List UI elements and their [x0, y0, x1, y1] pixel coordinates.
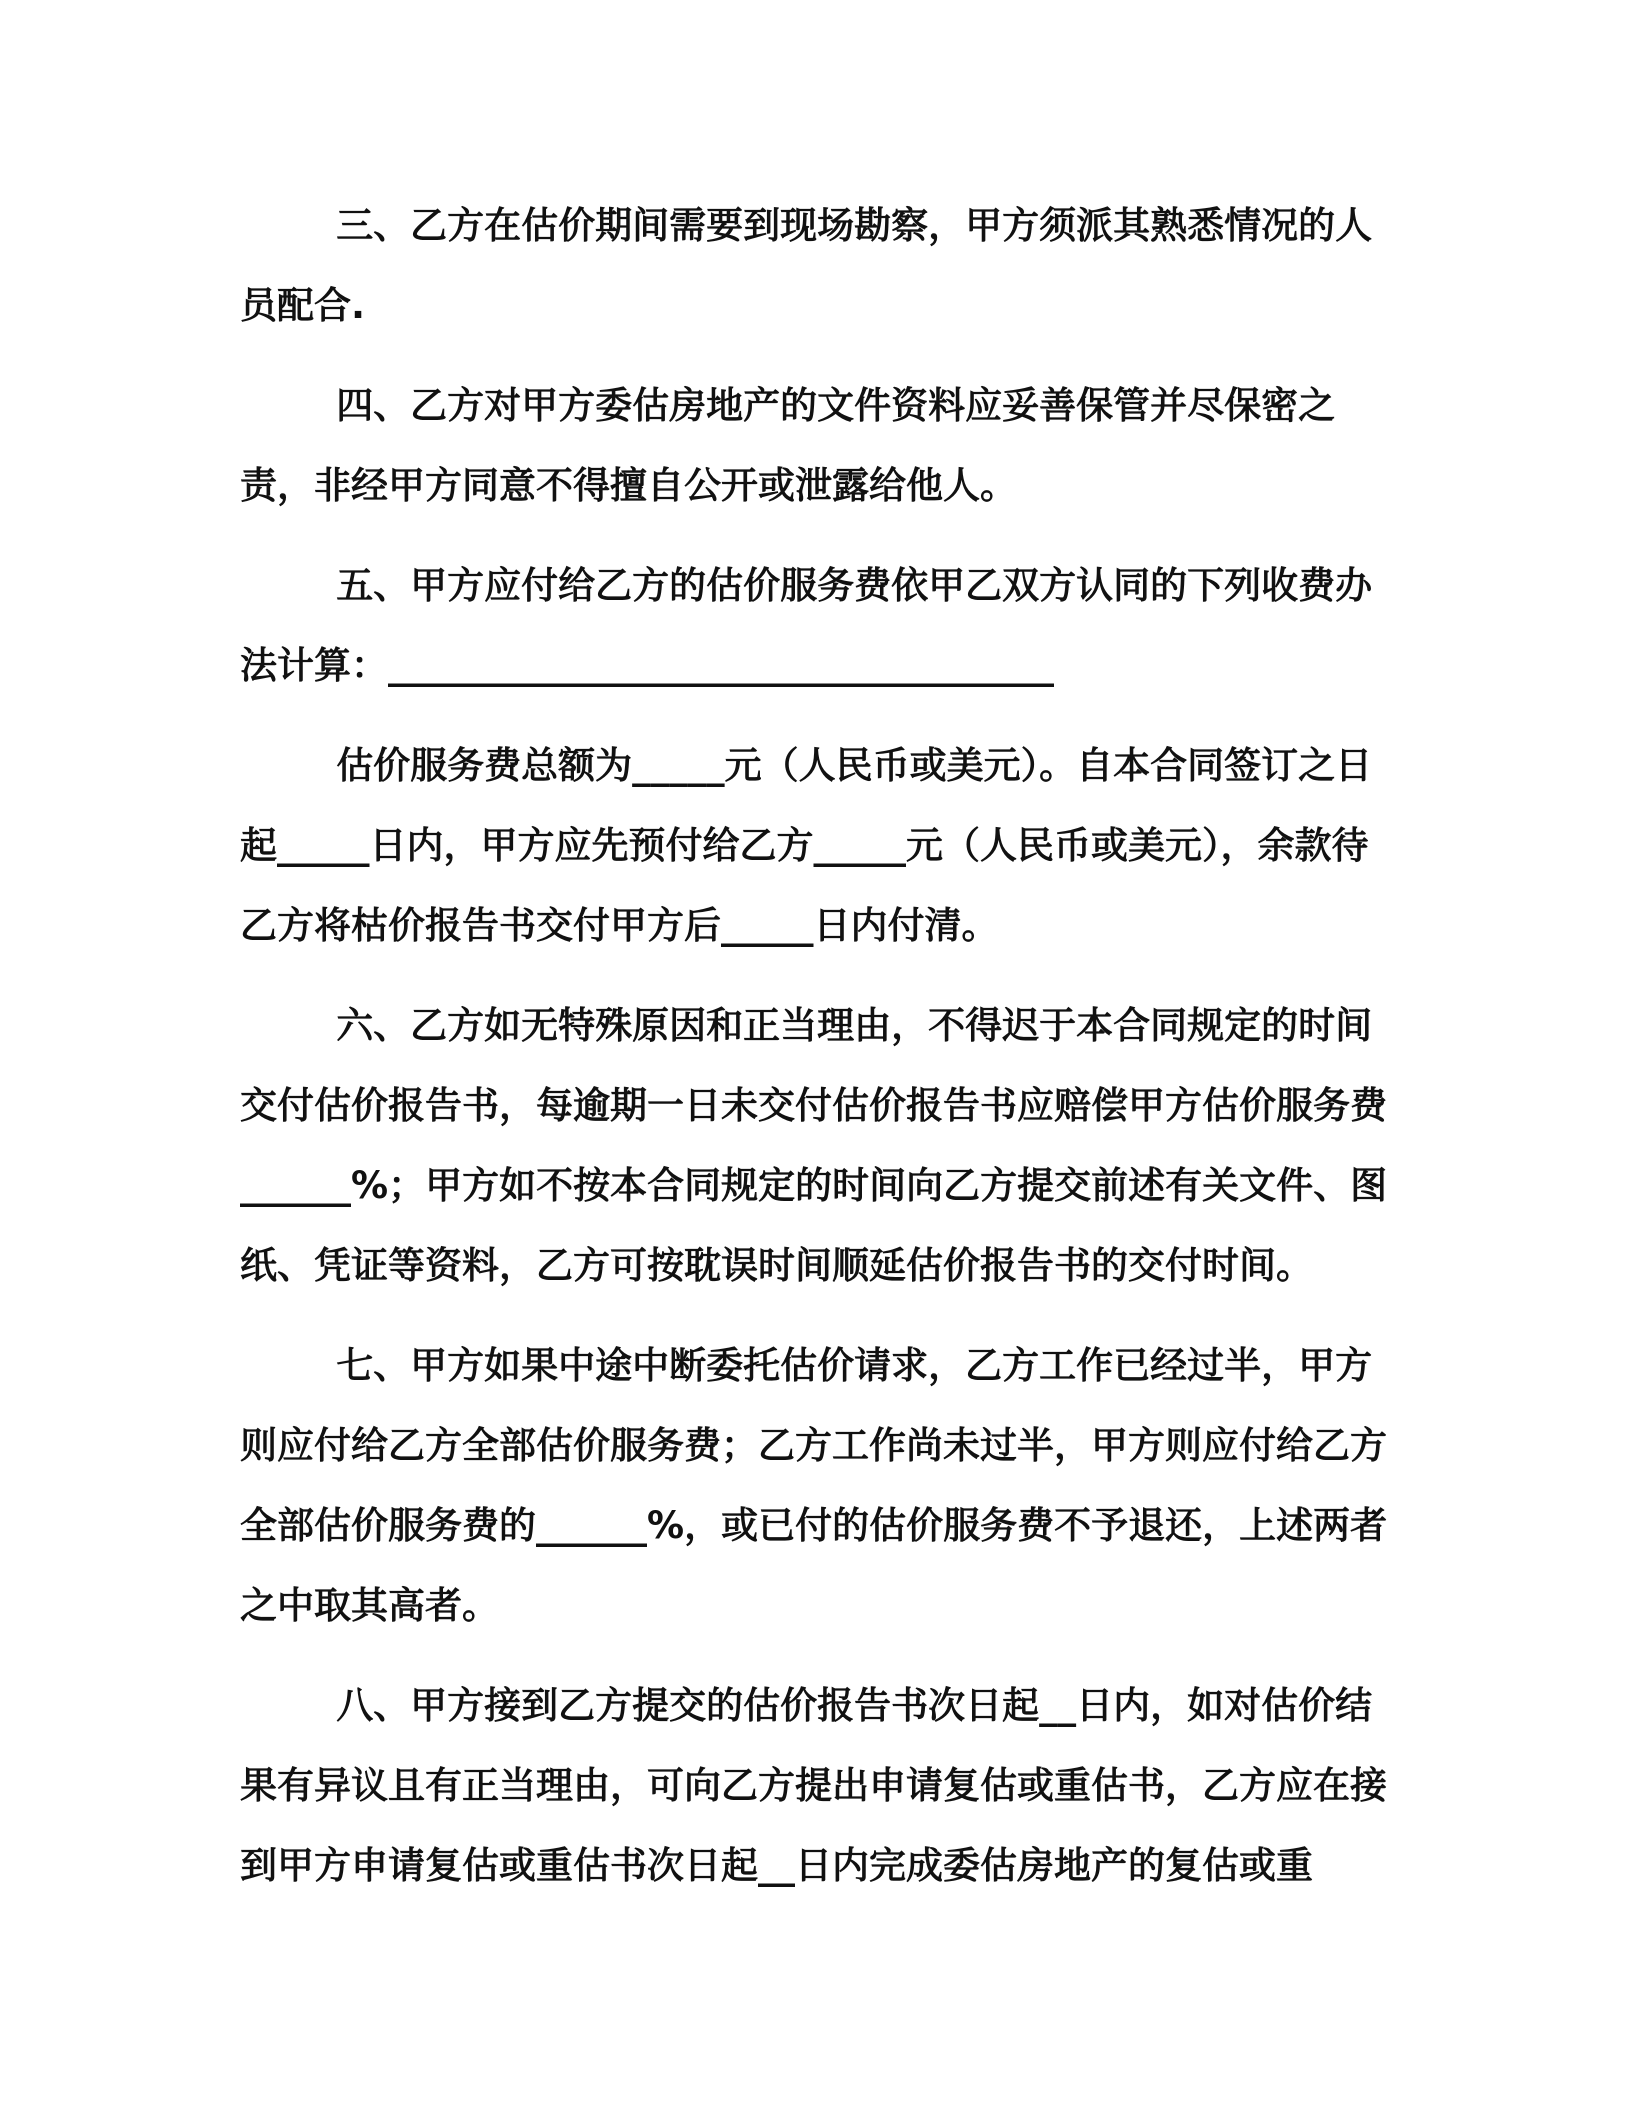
clause-6-paragraph: 六、乙方如无特殊原因和正当理由，不得迟于本合同规定的时间交付估价报告书，每逾期一日未交付估价报告书应赔偿甲方估价服务费______%；甲方如不按本合同规定的时间向乙方提交前述有关文件、图纸、凭证等资料，乙方可按耽误时间顺延估价报告书的交付时间。: [240, 1004, 1388, 1287]
clause-5-paragraph: 五、甲方应付给乙方的估价服务费依甲乙双方认同的下列收费办法计算：____________________________________: [240, 564, 1373, 687]
document-body: [240, 186, 1405, 1926]
clause-8-paragraph: 八、甲方接到乙方提交的估价报告书次日起__日内，如对估价结果有异议且有正当理由，可向乙方提出申请复估或重估书，乙方应在接到甲方申请复估或重估书次日起__日内完成委估房地产的复估或重: [240, 1684, 1387, 1887]
fee-details-paragraph: 估价服务费总额为_____元（人民币或美元）。自本合同签订之日起_____日内，甲方应先预付给乙方_____元（人民币或美元），余款待乙方将枯价报告书交付甲方后_____日内付清。: [240, 744, 1373, 947]
clause-7-paragraph: 七、甲方如果中途中断委托估价请求，乙方工作已经过半，甲方则应付给乙方全部估价服务费；乙方工作尚未过半，甲方则应付给乙方全部估价服务费的______%，或已付的估价服务费不予退还，上述两者之中取其高者。: [240, 1344, 1388, 1627]
clause-3-paragraph: 三、乙方在估价期间需要到现场勘察，甲方须派其熟悉情况的人员配合.: [240, 204, 1373, 327]
clause-4-paragraph: 四、乙方对甲方委估房地产的文件资料应妥善保管并尽保密之责，非经甲方同意不得擅自公开或泄露给他人。: [240, 384, 1336, 507]
